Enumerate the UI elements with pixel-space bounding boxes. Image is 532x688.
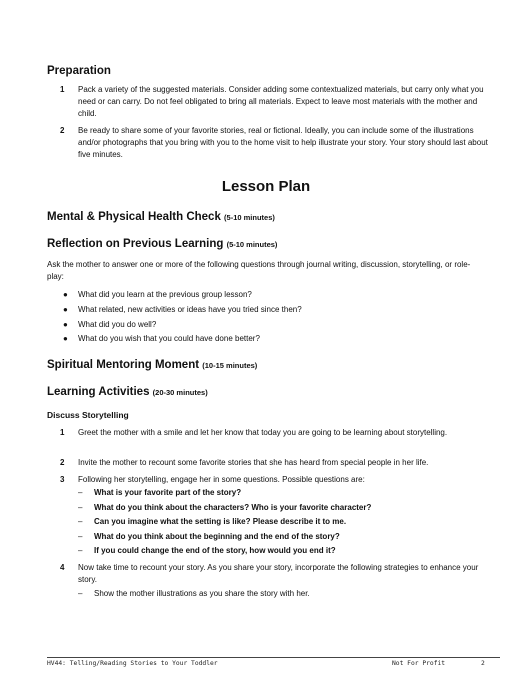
preparation-heading: Preparation (47, 65, 111, 77)
reflection-bullet-3: What did you do well? (78, 320, 157, 329)
reflection-bullet-4: What do you wish that you could have done better? (78, 334, 260, 343)
dash-symbol: – (78, 589, 83, 598)
dash-symbol: – (78, 517, 83, 526)
question-1: What is your favorite part of the story? (94, 488, 242, 497)
discuss-storytelling-subheading: Discuss Storytelling (47, 410, 129, 420)
learning-duration: (20-30 minutes) (152, 388, 208, 397)
bullet-symbol: ● (63, 320, 68, 329)
learning-item-4-number: 4 (60, 563, 65, 572)
mental-health-heading: Mental & Physical Health Check (5-10 minutes) (47, 211, 275, 223)
prep-item-2-text: Be ready to share some of your favorite stories, real or fictional. Ideally, you can include some of the illustrations and/or photographs that you bring with you to the home visit to help illustrate your story. Your story should last about five minutes. (78, 126, 488, 159)
learning-item-3-text: Following her storytelling, engage her in some questions. Possible questions are: (78, 475, 365, 484)
question-2: What do you think about the characters? Who is your favorite character? (94, 503, 372, 512)
reflection-duration: (5-10 minutes) (226, 240, 278, 249)
prep-item-1-number: 1 (60, 85, 65, 94)
prep-item-1-text: Pack a variety of the suggested materials. Consider adding some contextualized materials, but carry only what you need or can carry. Do not feel obligated to bring all materials. Expect to leave most materials with the mother and child. (78, 85, 484, 118)
mental-health-duration: (5-10 minutes) (224, 213, 275, 222)
bullet-symbol: ● (63, 305, 68, 314)
learning-item-1-text: Greet the mother with a smile and let her know that today you are going to be learning about storytelling. (78, 428, 448, 437)
footer-not-for-profit: Not For Profit (392, 660, 446, 667)
strategy-1: Show the mother illustrations as you share the story with her. (94, 589, 310, 598)
question-4: What do you think about the beginning and the end of the story? (94, 532, 340, 541)
dash-symbol: – (78, 503, 83, 512)
learning-item-3-number: 3 (60, 475, 65, 484)
reflection-bullet-2: What related, new activities or ideas have you tried since then? (78, 305, 302, 314)
spiritual-heading: Spiritual Mentoring Moment (10-15 minutes) (47, 359, 258, 371)
footer-divider (47, 657, 500, 658)
dash-symbol: – (78, 546, 83, 555)
learning-item-2-text: Invite the mother to recount some favorite stories that she has heard from special people in her life. (78, 458, 429, 467)
learning-item-2-number: 2 (60, 458, 65, 467)
reflection-heading: Reflection on Previous Learning (5-10 minutes) (47, 238, 278, 250)
dash-symbol: – (78, 532, 83, 541)
bullet-symbol: ● (63, 334, 68, 343)
dash-symbol: – (78, 488, 83, 497)
learning-item-1-number: 1 (60, 428, 65, 437)
spiritual-duration: (10-15 minutes) (202, 361, 258, 370)
question-3: Can you imagine what the setting is like? Please describe it to me. (94, 517, 347, 526)
reflection-bullet-1: What did you learn at the previous group lesson? (78, 290, 252, 299)
lesson-plan-title: Lesson Plan (221, 178, 311, 195)
bullet-symbol: ● (63, 290, 68, 299)
question-5: If you could change the end of the story, how would you end it? (94, 546, 336, 555)
footer-title: HV44: Telling/Reading Stories to Your Toddler (47, 660, 218, 667)
prep-item-2-number: 2 (60, 126, 65, 135)
footer-page-number: 2 (481, 660, 485, 667)
learning-heading: Learning Activities (20-30 minutes) (47, 386, 208, 398)
learning-item-4-text: Now take time to recount your story. As you share your story, incorporate the following strategies to enhance your story. (78, 563, 479, 584)
reflection-intro: Ask the mother to answer one or more of the following questions through journal writing, discussion, storytelling, or role-play: (47, 260, 471, 281)
